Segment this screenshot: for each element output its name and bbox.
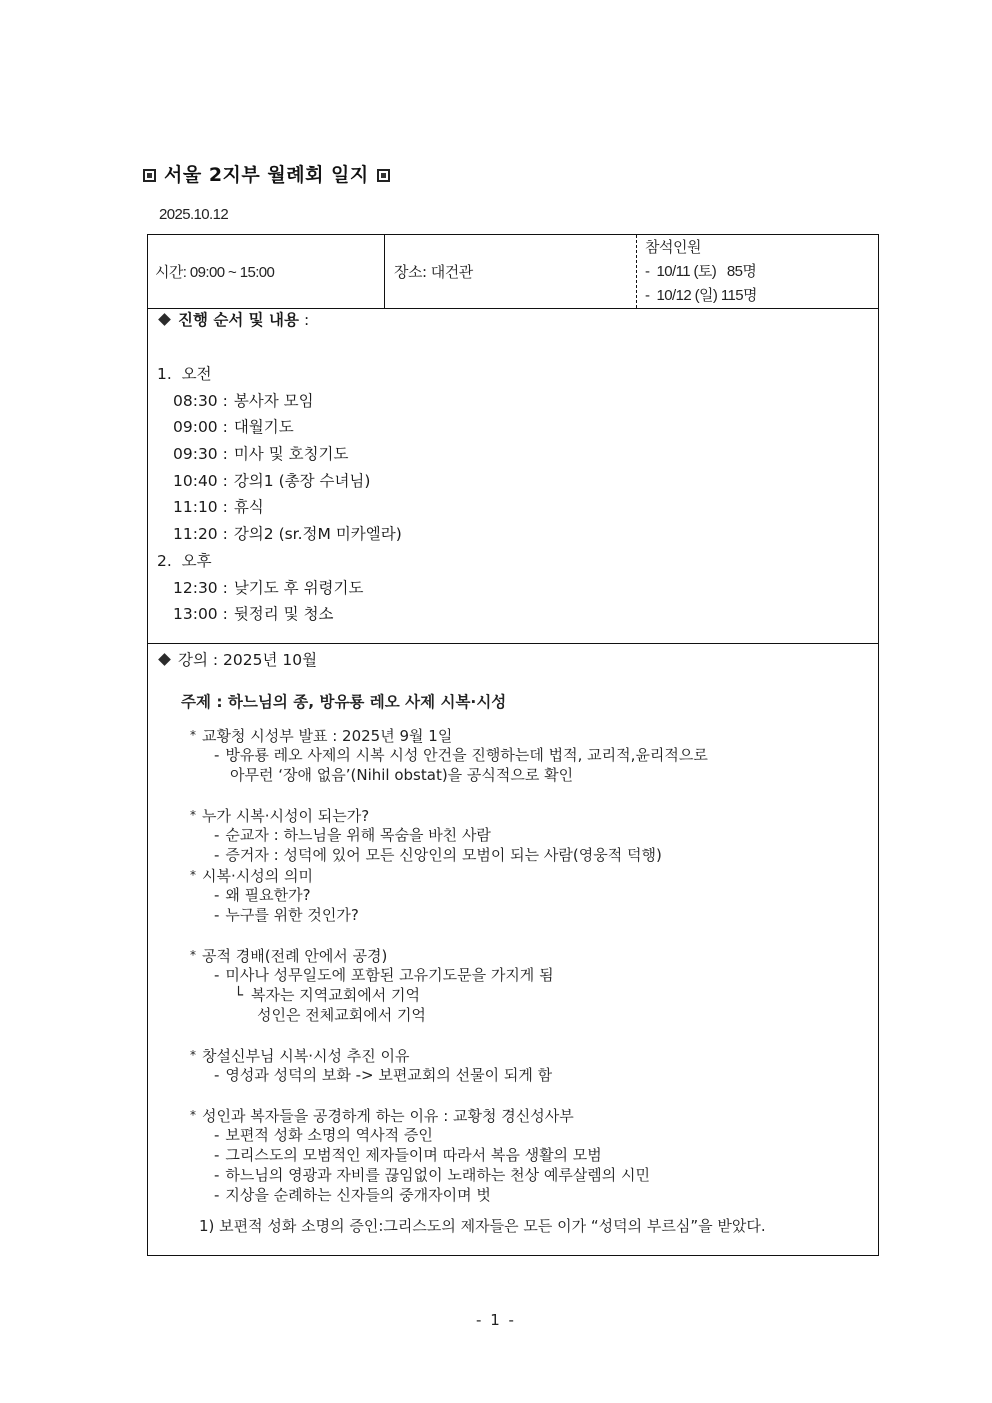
bullet-line-text: 방유룡 레오 사제의 시복 시성 안건을 진행하는데 법적, 교리적,윤리적으로 [225, 746, 708, 764]
attendance-heading: 참석인원 [645, 238, 701, 256]
bullet-title-text: 시복·시성의 의미 [202, 867, 313, 885]
schedule-text: 강의2 (sr.정M 미카엘라) [233, 525, 402, 544]
schedule-item [157, 575, 878, 602]
bullet-line [157, 965, 878, 985]
dash-bullet-icon: - [214, 1186, 220, 1204]
schedule-item [157, 601, 878, 628]
schedule-text: 낮기도 후 위령기도 [233, 578, 364, 597]
bullet-line-text: 순교자 : 하느님을 위해 목숨을 바친 사람 [225, 826, 491, 844]
dash-bullet-icon: - [214, 1146, 220, 1164]
document-date: 2025.10.12 [159, 206, 229, 223]
dash-bullet-icon: - [214, 886, 220, 904]
bullet-line [157, 1065, 878, 1085]
bullet-line-text: 미사나 성무일도에 포함된 고유기도문을 가지게 됨 [225, 966, 554, 984]
diamond-bullet-icon [158, 313, 171, 326]
dash-bullet-icon: - [214, 1166, 220, 1184]
bullet-line [157, 745, 878, 765]
bullet-title [157, 1045, 878, 1065]
asterisk-bullet-icon: * [190, 948, 196, 962]
bullet-title [157, 945, 878, 965]
bullet-title-text: 창설신부님 시복·시성 추진 이유 [202, 1047, 410, 1065]
schedule-time: 11:10 : [173, 498, 228, 517]
lecture-heading-text: 강의 : 2025년 10월 [178, 651, 318, 669]
schedule-time: 08:30 : [173, 391, 228, 410]
bullet-line [157, 1145, 878, 1165]
bullet-line [157, 885, 878, 905]
dash-bullet-icon: - [214, 1066, 220, 1084]
schedule-time: 09:30 : [173, 445, 228, 464]
attendance-entry: - 10/11 (토) 85명 [645, 262, 757, 280]
asterisk-bullet-icon: * [190, 728, 196, 742]
bullet-title [157, 1105, 878, 1125]
bullet-line [157, 1125, 878, 1145]
bullet-line-text: 왜 필요한가? [225, 886, 311, 904]
corner-bullet-icon: └ [234, 986, 244, 1004]
schedule-heading-suffix: : [299, 311, 310, 329]
schedule-time: 13:00 : [173, 605, 228, 624]
bullet-line-text: 하느님의 영광과 자비를 끊임없이 노래하는 천상 예루살렘의 시민 [225, 1166, 651, 1184]
dash-bullet-icon: - [214, 746, 220, 764]
bullet-line [157, 845, 878, 865]
schedule-time: 12:30 : [173, 578, 228, 597]
lecture-heading [157, 644, 878, 675]
schedule-item [157, 521, 878, 548]
page-title [143, 160, 390, 187]
bullet-line-text: 보편적 성화 소명의 역사적 증인 [225, 1126, 433, 1144]
bullet-line [157, 905, 878, 925]
asterisk-bullet-icon: * [190, 1108, 196, 1122]
info-row [148, 235, 878, 309]
dash-bullet-icon: - [214, 966, 220, 984]
closing-line: 1) 보편적 성화 소명의 증인:그리스도의 제자들은 모든 이가 “성덕의 부르심”을 받았다. [199, 1217, 766, 1235]
dash-bullet-icon: - [214, 906, 220, 924]
schedule-item [157, 494, 878, 521]
asterisk-bullet-icon: * [190, 808, 196, 822]
lecture-body [157, 725, 878, 1236]
attendance-entry: - 10/12 (일) 115명 [645, 287, 757, 304]
time-cell: 시간: 09:00 ~ 15:00 [148, 235, 385, 308]
asterisk-bullet-icon: * [190, 868, 196, 882]
schedule-heading [157, 309, 878, 335]
bullet-title-text: 누가 시복·시성이 되는가? [202, 807, 370, 825]
page-number: - 1 - [476, 1311, 516, 1329]
bullet-title-text: 성인과 복자들을 공경하게 하는 이유 : 교황청 경신성사부 [202, 1107, 574, 1125]
schedule-text: 대월기도 [233, 418, 294, 437]
bullet-title [157, 725, 878, 745]
bullet-line [157, 1165, 878, 1185]
dash-bullet-icon: - [214, 826, 220, 844]
bullet-title [157, 805, 878, 825]
schedule-time: 10:40 : [173, 471, 228, 490]
meeting-log-table [147, 234, 879, 1256]
square-bullet-icon [377, 169, 390, 182]
schedule-item [157, 468, 878, 495]
page-title-text: 서울 2지부 월례회 일지 [164, 164, 369, 186]
period-label: 1. 오전 [157, 365, 212, 383]
bullet-line [157, 825, 878, 845]
schedule-text: 뒷정리 및 청소 [233, 605, 334, 624]
sub-bullet-text: 복자는 지역교회에서 기억 [251, 986, 420, 1004]
bullet-title [157, 865, 878, 885]
bullet-line-text: 그리스도의 모범적인 제자들이며 따라서 복음 생활의 모범 [225, 1146, 602, 1164]
schedule-item [157, 441, 878, 468]
sub-bullet-continuation: 성인은 전체교회에서 기억 [257, 1006, 426, 1024]
bullet-line-continuation: 아무런 ‘장애 없음’(Nihil obstat)을 공식적으로 확인 [230, 766, 574, 784]
place-cell: 장소: 대건관 [394, 263, 473, 281]
schedule-item [157, 388, 878, 415]
schedule-text: 미사 및 호칭기도 [233, 445, 349, 464]
bullet-line-text: 증거자 : 성덕에 있어 모든 신앙인의 모범이 되는 사람(영웅적 덕행) [225, 846, 662, 864]
bullet-line [157, 1185, 878, 1205]
sub-bullet-line [157, 985, 878, 1005]
bullet-line-text: 누구를 위한 것인가? [225, 906, 359, 924]
attendance-cell [636, 235, 878, 308]
bullet-title-text: 교황청 시성부 발표 : 2025년 9월 1일 [202, 727, 453, 745]
bullet-line-text: 영성과 성덕의 보화 -> 보편교회의 선물이 되게 함 [225, 1066, 553, 1084]
asterisk-bullet-icon: * [190, 1048, 196, 1062]
schedule-text: 강의1 (총장 수녀님) [233, 471, 371, 490]
square-bullet-icon [143, 169, 156, 182]
diamond-bullet-icon [158, 653, 171, 666]
bullet-line-text: 지상을 순례하는 신자들의 중개자이며 벗 [225, 1186, 491, 1204]
schedule-time: 11:20 : [173, 525, 228, 544]
schedule-heading-text: 진행 순서 및 내용 [178, 311, 300, 329]
period-label: 2. 오후 [157, 551, 212, 570]
schedule-section [148, 309, 878, 644]
schedule-text: 봉사자 모임 [233, 391, 314, 410]
dash-bullet-icon: - [214, 846, 220, 864]
bullet-title-text: 공적 경배(전례 안에서 공경) [202, 947, 388, 965]
lecture-topic: 주제 : 하느님의 종, 방유룡 레오 사제 시복·시성 [181, 693, 507, 711]
schedule-item [157, 414, 878, 441]
lecture-section [148, 644, 878, 1255]
schedule-text: 휴식 [233, 498, 264, 517]
dash-bullet-icon: - [214, 1126, 220, 1144]
schedule-time: 09:00 : [173, 418, 228, 437]
